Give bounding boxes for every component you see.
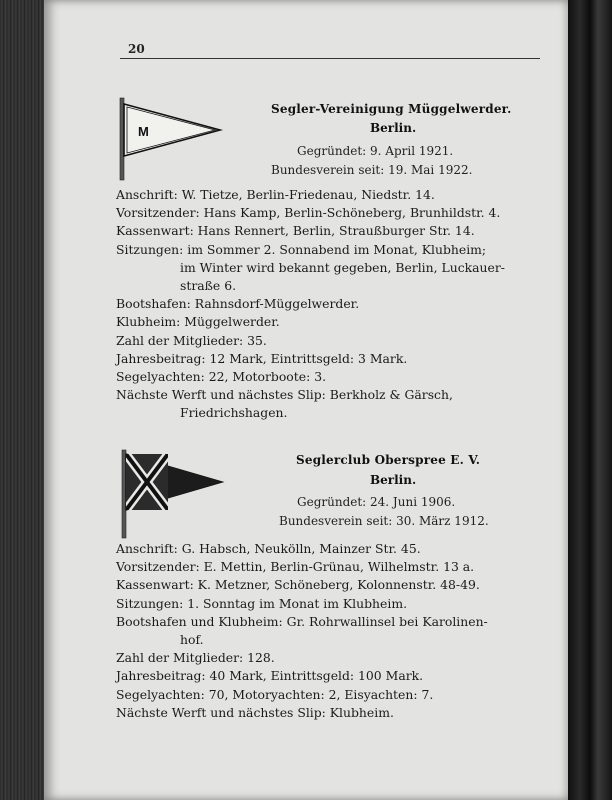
members-line: Zahl der Mitglieder: 128. [116, 650, 275, 666]
club-details [116, 540, 546, 722]
treasurer-line: Kassenwart: Hans Rennert, Berlin, Straußburger Str. 14. [116, 223, 475, 239]
yachts-line: Segelyachten: 22, Motorboote: 3. [116, 369, 327, 385]
fee-line: Jahresbeitrag: 12 Mark, Eintrittsgeld: 3 Mark. [116, 350, 408, 366]
facing-page-edge [568, 0, 612, 800]
shipyard-line: Nächste Werft und nächstes Slip: Klubheim. [116, 704, 394, 720]
club-pennant-m [112, 96, 228, 182]
clubhouse-line: Klubheim: Müggelwerder. [116, 314, 280, 330]
club-name: Seglerclub Oberspree E. V. [296, 453, 481, 467]
pennant-letter: M [138, 124, 149, 139]
federation-member-since: Bundesverein seit: 19. Mai 1922. [271, 163, 473, 177]
club-name: Segler-Vereinigung Müggelwerder. [271, 102, 512, 116]
shipyard-line: Nächste Werft und nächstes Slip: Berkholz & Gärsch, [116, 387, 453, 403]
treasurer-line: Kassenwart: K. Metzner, Schöneberg, Kolonnenstr. 48-49. [116, 577, 480, 593]
meetings-line-cont: straße 6. [180, 278, 237, 294]
founded-date: Gegründet: 9. April 1921. [297, 144, 454, 158]
harbor-line-cont: hof. [180, 632, 204, 648]
page-number: 20 [128, 42, 145, 56]
shipyard-line-cont: Friedrichshagen. [180, 405, 288, 421]
harbor-line: Bootshafen: Rahnsdorf-Müggelwerder. [116, 296, 360, 312]
address-line: Anschrift: G. Habsch, Neukölln, Mainzer Str. 45. [116, 541, 421, 556]
chair-line: Vorsitzender: E. Mettin, Berlin-Grünau, Wilhelmstr. 13 a. [116, 559, 475, 575]
yachts-line: Segelyachten: 70, Motoryachten: 2, Eisyachten: 7. [116, 686, 434, 702]
club-details [116, 186, 546, 423]
members-line: Zahl der Mitglieder: 35. [116, 332, 267, 348]
federation-member-since: Bundesverein seit: 30. März 1912. [279, 514, 489, 528]
meetings-line-cont: im Winter wird bekannt gegeben, Berlin, Luckauer- [180, 259, 505, 275]
fee-line: Jahresbeitrag: 40 Mark, Eintrittsgeld: 100 Mark. [116, 668, 424, 684]
meetings-line: Sitzungen: im Sommer 2. Sonnabend im Monat, Klubheim; [116, 241, 487, 257]
header-rule [120, 58, 540, 59]
club-pennant-cross [114, 448, 230, 540]
founded-date: Gegründet: 24. Juni 1906. [297, 495, 456, 509]
chair-line: Vorsitzender: Hans Kamp, Berlin-Schöneberg, Brunhildstr. 4. [116, 205, 501, 221]
meetings-line: Sitzungen: 1. Sonntag im Monat im Klubheim. [116, 595, 408, 611]
club-city: Berlin. [370, 121, 417, 135]
harbor-line: Bootshafen und Klubheim: Gr. Rohrwallinsel bei Karolinen- [116, 613, 488, 629]
club-city: Berlin. [370, 473, 417, 487]
book-spine [0, 0, 46, 800]
address-line: Anschrift: W. Tietze, Berlin-Friedenau, Niedstr. 14. [116, 187, 435, 202]
